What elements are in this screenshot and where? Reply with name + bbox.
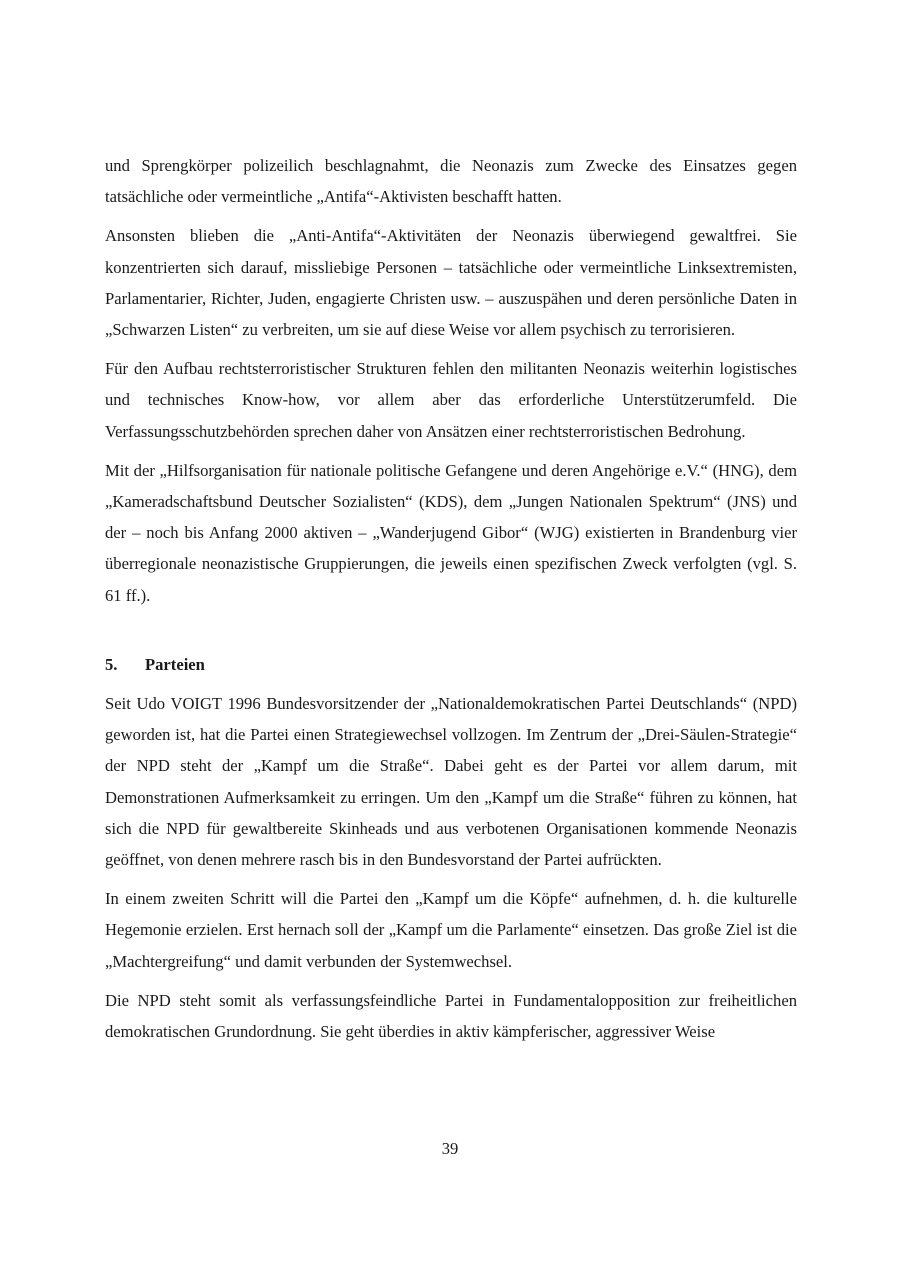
paragraph-terror-structures: Für den Aufbau rechtsterroristischer Strukturen fehlen den militanten Neonazis weiterhin logistisches und technisches Know-how, vor allem aber das erforderliche Unterstützerumfeld. Die Verfassungsschutzbehörden sprechen daher von Ansätzen einer rechtsterroristischen Bedrohung. [105,359,797,441]
section-heading-parteien [105,649,797,680]
section-title: Parteien [145,654,205,674]
paragraph-neonazi-groups: Mit der „Hilfsorganisation für nationale politische Gefangene und deren Angehörige e.V.“ (HNG), dem „Kameradschaftsbund Deutscher Sozialisten“ (KDS), dem „Jungen Nationalen Spektrum“ (JNS) und der – noch bis Anfang 2000 aktiven – „Wanderjugend Gibor“ (WJG) existierten in Brandenburg vier überregionale neonazistische Gruppierungen, die jeweils einen spezifischen Zweck verfolgten (vgl. S. 61 ff.). [105,460,797,605]
paragraph-explosives-seized: und Sprengkörper polizeilich beschlagnahmt, die Neonazis zum Zwecke des Einsatzes gegen tatsächliche oder vermeintliche „Antifa“-Aktivisten beschafft hatten. [105,156,797,207]
page-body [105,150,797,1055]
section-number: 5. [105,654,118,674]
page-number: 39 [441,1139,459,1158]
paragraph-kampf-um-die-koepfe: In einem zweiten Schritt will die Partei den „Kampf um die Köpfe“ aufnehmen, d. h. die kulturelle Hegemonie erzielen. Erst hernach soll der „Kampf um die Parlamente“ einsetzen. Das große Ziel ist die „Machtergreifung“ und damit verbunden der Systemwechsel. [105,889,797,971]
paragraph-npd-strategy: Seit Udo VOIGT 1996 Bundesvorsitzender der „Nationaldemokratischen Partei Deutschlands“ (NPD) geworden ist, hat die Partei einen Strategiewechsel vollzogen. Im Zentrum der „Drei-Säulen-Strategie“ der NPD steht der „Kampf um die Straße“. Dabei geht es der Partei vor allem darum, mit Demonstrationen Aufmerksamkeit zu erringen. Um den „Kampf um die Straße“ führen zu können, hat sich die NPD für gewaltbereite Skinheads und aus verbotenen Organisationen kommende Neonazis geöffnet, von denen mehrere rasch bis in den Bundesvorstand der Partei aufrückten. [105,694,797,870]
paragraph-anti-antifa: Ansonsten blieben die „Anti-Antifa“-Aktivitäten der Neonazis überwiegend gewaltfrei. Sie konzentrierten sich darauf, missliebige Personen – tatsächliche oder vermeintliche Linksextremisten, Parlamentarier, Richter, Juden, engagierte Christen usw. – auszuspähen und deren persönliche Daten in „Schwarzen Listen“ zu verbreiten, um sie auf diese Weise vor allem psychisch zu terrorisieren. [105,226,797,340]
paragraph-fundamental-opposition: Die NPD steht somit als verfassungsfeindliche Partei in Fundamentalopposition zur freiheitlichen demokratischen Grundordnung. Sie geht überdies in aktiv kämpferischer, aggressiver Weise [105,990,797,1042]
